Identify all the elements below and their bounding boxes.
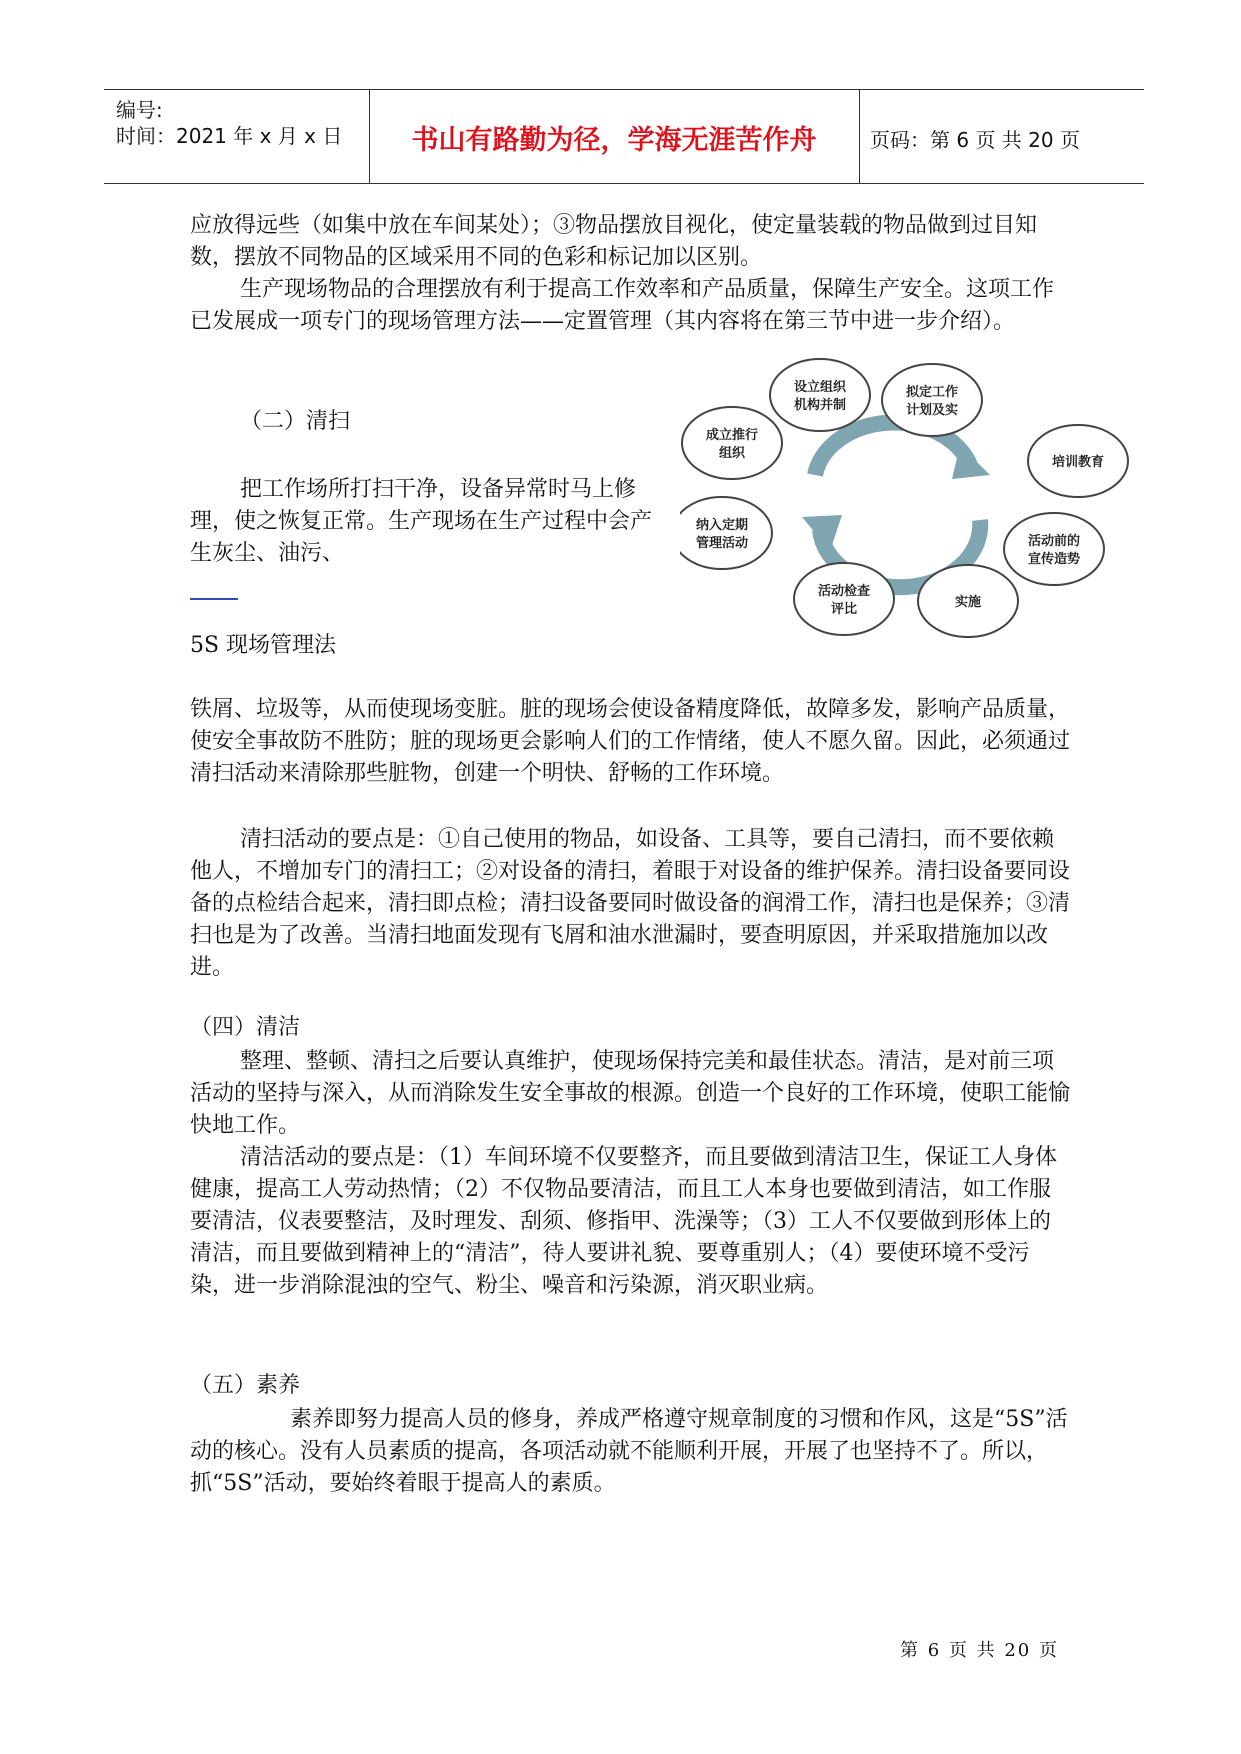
cycle-node-label: 成立推行 [705,428,759,443]
cycle-node-shape [794,563,894,635]
cycle-node-label: 活动检查 [817,584,871,599]
paragraph-text: 生产现场物品的合理摆放有利于提高工作效率和产品质量，保障生产安全。这项工作已发展成一项专门的现场管理方法——定置管理（其内容将在第三节中进一步介绍）。 [190,277,1055,334]
paragraph-text: 清扫活动的要点是：①自己使用的物品，如设备、工具等，要自己清扫，而不要依赖他人，不增加专门的清扫工；②对设备的清扫，着眼于对设备的维护保养。清扫设备要同设备的点检结合起来，清扫即点检；清扫设备要同时做设备的润滑工作，清扫也是保养；③清扫也是为了改善。当清扫地面发现有飞屑和油水泄漏时，要查明原因，并采取措施加以改进。 [190,827,1071,980]
header-page-number: 页码：第 6 页 共 20 页 [870,128,1080,152]
page-header [104,89,1144,184]
cycle-node-shape [680,497,772,569]
cycle-node-label: 实施 [954,595,982,610]
cycle-node-label: 纳入定期 [695,518,749,533]
paragraph-sweep-points [190,824,1070,984]
paragraph-sweep-dirt: 铁屑、垃圾等，从而使现场变脏。脏的现场会使设备精度降低，故障多发，影响产品质量，使安全事故防不胜防；脏的现场更会影响人们的工作情绪，使人不愿久留。因此，必须通过清扫活动来清除那些脏物，创建一个明快、舒畅的工作环境。 [190,697,1071,786]
cycle-node-label: 宣传造势 [1027,552,1081,567]
paragraph-discipline [190,1404,1070,1500]
cycle-nodes [680,359,1128,637]
5s-cycle-diagram [680,355,1140,655]
cycle-node-label: 拟定工作 [905,385,959,400]
paragraph-placement-summary [190,274,1070,338]
paragraph-clean-intro [190,1046,1070,1142]
paragraph-text: 清洁活动的要点是：（1）车间环境不仅要整齐，而且要做到清洁卫生，保证工人身体健康，提高工人劳动热情；（2）不仅物品要清洁，而且工人本身也要做到清洁，如工作服要清洁，仪表要整洁，及时理发、刮须、修指甲、洗澡等；（3）工人不仅要做到形体上的清洁，而且要做到精神上的“清洁”，待人要讲礼貌、要尊重别人；（4）要使环境不受污染，进一步消除混浊的空气、粉尘、噪音和污染源，消灭职业病。 [190,1145,1057,1298]
cycle-node [918,565,1018,637]
cycle-node [1028,425,1128,497]
cycle-node [882,364,982,436]
cycle-node [770,359,870,431]
cycle-node [1004,513,1104,585]
cycle-node-label: 机构并制 [793,398,847,413]
cycle-node [682,407,782,479]
cycle-node-label: 培训教育 [1051,455,1105,470]
cycle-node-label: 组织 [718,446,746,461]
cycle-node-label: 计划及实 [905,403,959,418]
cycle-node-label: 活动前的 [1027,534,1081,549]
cycle-node-shape [682,407,782,479]
header-motto-cell [369,90,860,183]
document-time-label: 时间：2021 年 x 月 x 日 [116,124,343,148]
cycle-node-label: 管理活动 [695,536,749,551]
paragraph-sweep-intro [190,474,660,570]
figure-caption: 5S 现场管理法 [190,633,337,658]
page-footer: 第 6 页 共 20 页 [900,1640,1059,1661]
section-heading-sweep: （二）清扫 [240,409,351,434]
cycle-node-shape [770,359,870,431]
header-motto: 书山有路勤为径，学海无涯苦作舟 [411,125,817,156]
section-heading-discipline: （五）素养 [190,1373,301,1398]
cycle-node-label: 评比 [830,602,858,617]
cycle-node [680,497,772,569]
cycle-node-label: 设立组织 [793,380,847,395]
header-page-cell [860,90,1144,183]
paragraph-clean-points [190,1142,1070,1302]
paragraph-text: 把工作场所打扫干净，设备异常时马上修理，使之恢复正常。生产现场在生产过程中会产生灰尘、油污、 [190,477,653,566]
paragraph-placement: 应放得远些（如集中放在车间某处）；③物品摆放目视化，使定量装载的物品做到过目知数，摆放不同物品的区域采用不同的色彩和标记加以区别。 [190,213,1038,270]
section-heading-clean: （四）清洁 [190,1015,301,1040]
cycle-node-shape [882,364,982,436]
paragraph-text: 整理、整顿、清扫之后要认真维护，使现场保持完美和最佳状态。清洁，是对前三项活动的坚持与深入，从而消除发生安全事故的根源。创造一个良好的工作环境，使职工能愉快地工作。 [190,1049,1071,1138]
cycle-node [794,563,894,635]
header-meta-cell [104,90,370,183]
cycle-arrows [802,422,990,587]
paragraph-text: 素养即努力提高人员的修身，养成严格遵守规章制度的习惯和作风，这是“5S”活动的核心。没有人员素质的提高，各项活动就不能顺利开展，开展了也坚持不了。所以，抓“5S”活动，要始终着眼于提高人的素质。 [190,1407,1068,1496]
link-underline [190,598,238,600]
document-number-label: 编号: [116,98,163,122]
cycle-node-shape [1004,513,1104,585]
